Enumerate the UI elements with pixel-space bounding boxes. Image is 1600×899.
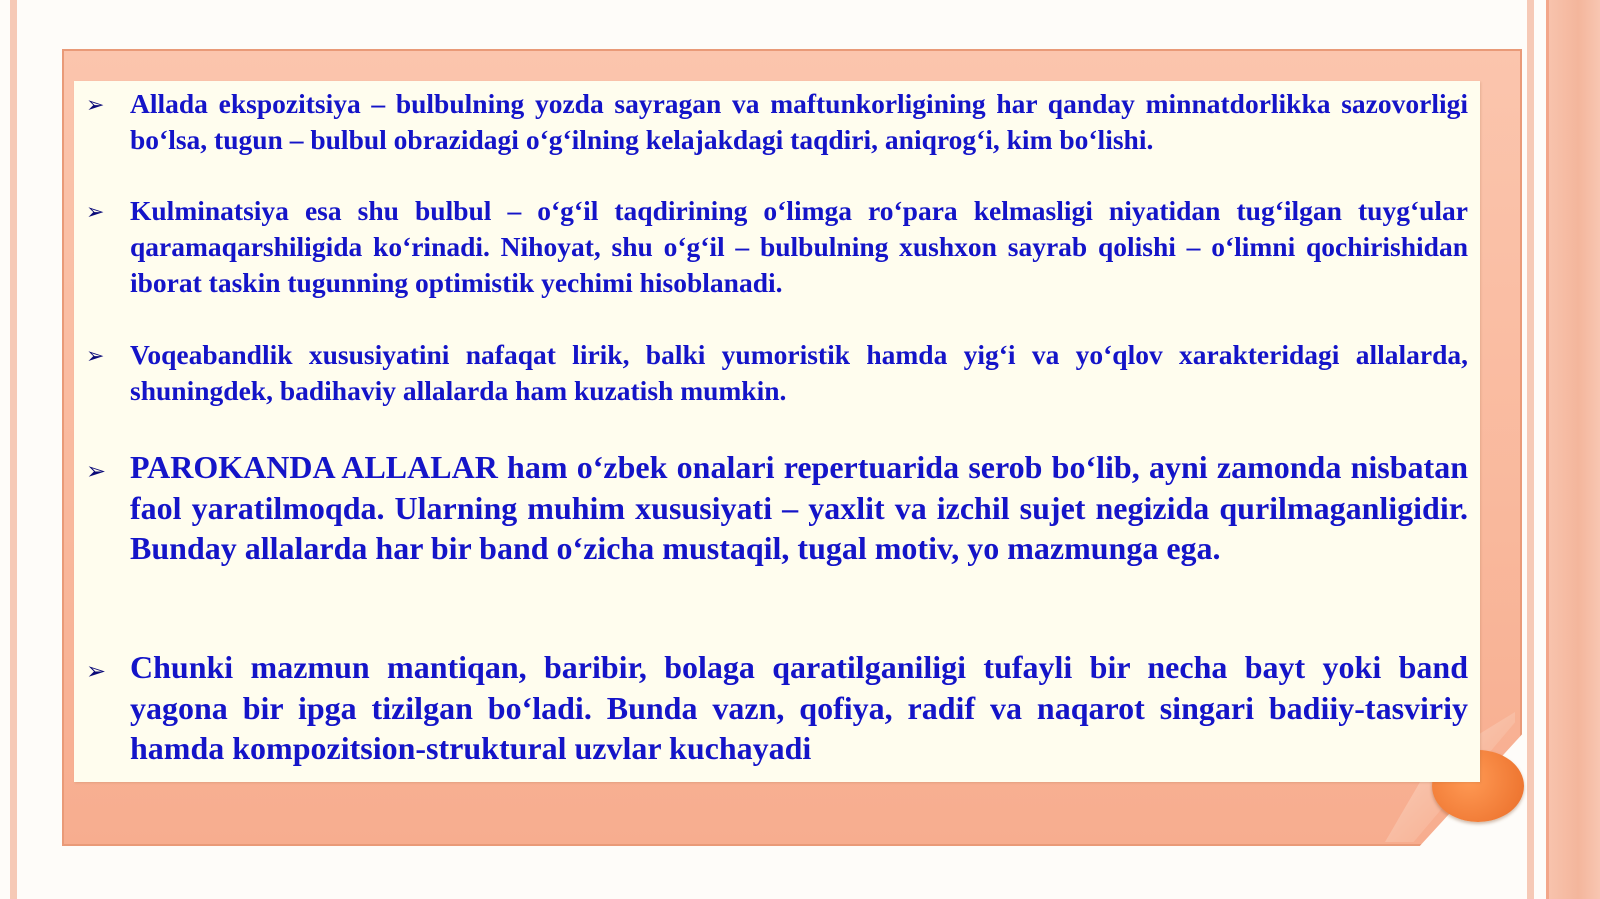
bullet-text: Chunki mazmun mantiqan, baribir, bolaga qaratilganiligi tufayli bir necha bayt yoki band yagona bir ipga tizilgan bo‘ladi. Bunda vazn, qofiya, radif va naqarot singari badiiy-tasviriy hamda kompozitsion-struktural uzvlar kuchayadi [130, 649, 1468, 766]
bullet-text: Allada ekspozitsiya – bulbulning yozda sayragan va maftunkorligining har qanday minnatdorlikka sazovorligi bo‘lsa, tugun – bulbul obrazidagi o‘g‘ilning kelajakdagi taqdiri, aniqrog‘i, kim bo‘lishi. [130, 88, 1468, 155]
right-decorative-stripe [1527, 0, 1534, 899]
bullet-item [86, 447, 1468, 569]
bullet-text: PAROKANDA ALLALAR ham o‘zbek onalari repertuarida serob bo‘lib, ayni zamonda nisbatan faol yaratilmoqda. Ularning muhim xususiyati – yaxlit va izchil sujet negizida qurilmaganligidir. Bunday allalarda har bir band o‘zicha mustaqil, tugal motiv, yo mazmunga ega. [130, 449, 1468, 566]
arrowhead-bullet-icon: ➢ [86, 200, 105, 225]
bullet-text: Voqeabandlik xususiyatini nafaqat lirik, balki yumoristik hamda yig‘i va yo‘qlov xarakteridagi allalarda, shuningdek, badihaviy allalarda ham kuzatish mumkin. [130, 339, 1468, 406]
right-band-edge [1546, 0, 1549, 899]
arrowhead-bullet-icon: ➢ [86, 344, 105, 369]
right-decorative-band [1546, 0, 1600, 899]
bullet-item [86, 86, 1468, 158]
arrowhead-bullet-icon: ➢ [86, 657, 107, 685]
bullet-item [86, 193, 1468, 301]
bullet-text: Kulminatsiya esa shu bulbul – o‘g‘il taqdirining o‘limga ro‘para kelmasligi niyatidan tug‘ilgan tuyg‘ular qaramaqarshiligida ko‘rinadi. Nihoyat, shu o‘g‘il – bulbulning xushxon sayrab qolishi – o‘limni qochirishidan iborat taskin tugunning optimistik yechimi hisoblanadi. [130, 195, 1468, 298]
bullet-item [86, 647, 1468, 769]
bullet-item [86, 337, 1468, 409]
arrowhead-bullet-icon: ➢ [86, 93, 105, 118]
left-decorative-stripe [10, 0, 17, 899]
arrowhead-bullet-icon: ➢ [86, 457, 107, 485]
